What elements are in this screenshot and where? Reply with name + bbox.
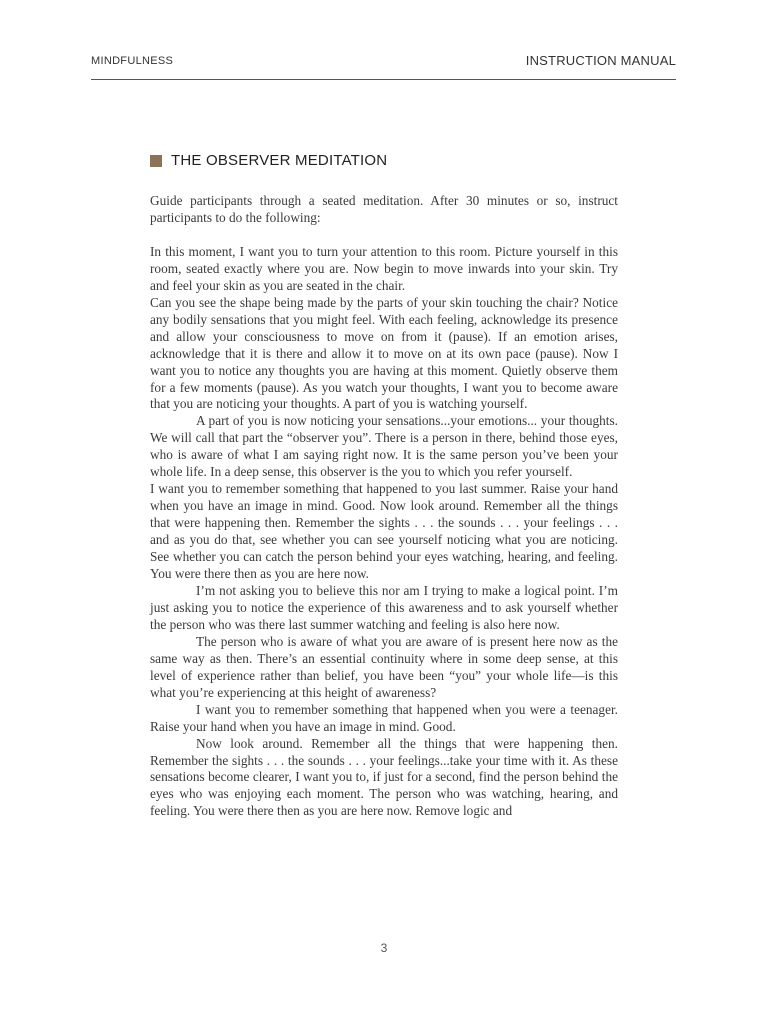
- paragraph: A part of you is now noticing your sensations...your emotions... your thoughts. We will call that part the “observer you”. There is a person in there, behind those eyes, who is aware of what I am saying right now. It is the same person you’ve been your whole life. In a deep sense, this observer is the you to which you refer yourself.: [150, 413, 618, 480]
- body-text: [150, 193, 618, 820]
- running-header-right: INSTRUCTION MANUAL: [525, 53, 676, 68]
- page-number: 3: [380, 941, 388, 955]
- paragraph: Can you see the shape being made by the parts of your skin touching the chair? Notice any bodily sensations that you might feel. With each feeling, acknowledge its presence and allow your consciousness to move on from it (pause). If an emotion arises, acknowledge that it is there and allow it to move on at its own pace (pause). Now I want you to notice any thoughts you are having at this moment. Quietly observe them for a few moments (pause). As you watch your thoughts, I want you to become aware that you are noticing your thoughts. A part of you is watching yourself.: [150, 294, 618, 412]
- header-divider: [91, 79, 676, 80]
- paragraph: In this moment, I want you to turn your attention to this room. Picture yourself in this room, seated exactly where you are. Now begin to move inwards into your skin. Try and feel your skin as you are seated in the chair.: [150, 243, 618, 293]
- paragraph-intro: Guide participants through a seated meditation. After 30 minutes or so, instruct participants to do the following:: [150, 193, 618, 225]
- paragraph: The person who is aware of what you are aware of is present here now as the same way as then. There’s an essential continuity where in some deep sense, at this level of experience rather than belief, you have been “you” your whole life—is this what you’re experiencing at this height of awareness?: [150, 633, 618, 700]
- section-heading: [150, 152, 387, 169]
- running-header-left: MINDFULNESS: [91, 55, 174, 67]
- paragraph: I want you to remember something that happened to you last summer. Raise your hand when you have an image in mind. Good. Now look around. Remember all the things that were happening then. Remember the sights . . . the sounds . . . your feelings . . . and as you do that, see whether you can see yourself noticing what you are noticing. See whether you can catch the person behind your eyes watching, hearing, and feeling. You were there then as you are here now.: [150, 481, 618, 582]
- paragraph: Now look around. Remember all the things that were happening then. Remember the sights . . . the sounds . . . your feelings...take your time with it. As these sensations become clearer, I want you to, if just for a second, find the person behind the eyes who was enjoying each moment. The person who was watching, hearing, and feeling. You were there then as you are here now. Remove logic and: [150, 735, 618, 819]
- paragraph: I want you to remember something that happened when you were a teenager. Raise your hand when you have an image in mind. Good.: [150, 701, 618, 734]
- square-bullet-icon: [150, 155, 162, 167]
- section-title: THE OBSERVER MEDITATION: [171, 152, 388, 169]
- paragraph: I’m not asking you to believe this nor am I trying to make a logical point. I’m just asking you to notice the experience of this awareness and to ask yourself whether the person who was there last summer watching and feeling is also here now.: [150, 582, 618, 632]
